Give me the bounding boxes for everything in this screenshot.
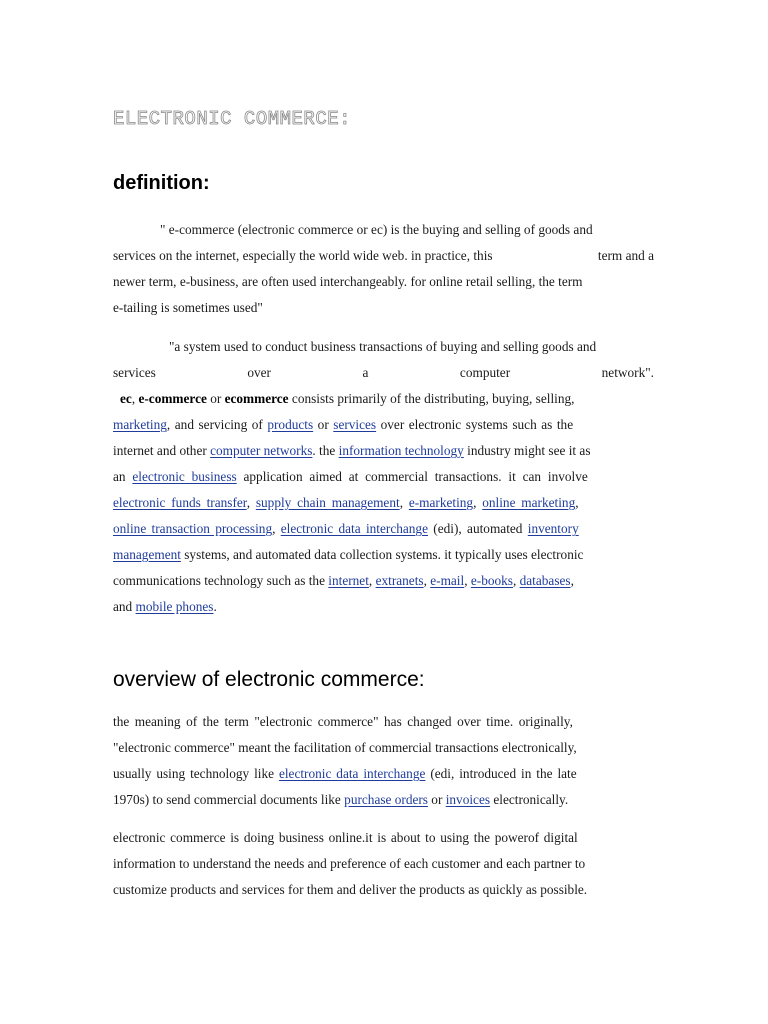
overview-paragraph-2: [113, 825, 654, 903]
link-invoices[interactable]: invoices: [445, 792, 491, 807]
text-segment: term and a: [597, 248, 654, 263]
text-word: network".: [601, 365, 654, 380]
link-inventory[interactable]: inventory: [527, 521, 579, 536]
text-segment: or: [313, 417, 334, 432]
text-line: [113, 761, 654, 787]
text-segment: (edi), automated: [427, 521, 528, 536]
text-line: customize products and services for them and deliver the products as quickly as possible.: [113, 882, 588, 897]
text-segment: , and servicing of: [166, 417, 268, 432]
text-segment: an: [113, 469, 133, 484]
text-segment: consists primarily of the distributing, buying, selling,: [288, 391, 575, 406]
link-purchase-orders[interactable]: purchase orders: [344, 792, 428, 807]
text-segment: electronically.: [490, 792, 569, 807]
text-segment: ,: [131, 391, 136, 406]
text-word: a: [362, 365, 369, 380]
text-segment: ,: [368, 573, 376, 588]
text-line: [113, 360, 654, 386]
link-marketing[interactable]: marketing: [113, 417, 167, 432]
link-electronic-business[interactable]: electronic business: [132, 469, 237, 484]
text-segment: communications technology such as the: [113, 573, 329, 588]
text-line: information to understand the needs and preference of each customer and each partner to: [113, 856, 586, 871]
text-segment: over electronic systems such as the: [376, 417, 574, 432]
link-online-transaction-processing[interactable]: online transaction processing: [113, 521, 273, 536]
text-segment: . the: [312, 443, 339, 458]
text-segment: 1970s) to send commercial documents like: [113, 792, 345, 807]
text-segment: .: [213, 599, 217, 614]
text-segment: or: [206, 391, 225, 406]
link-databases[interactable]: databases: [519, 573, 571, 588]
text-segment: application aimed at commercial transactions. it can involve: [236, 469, 588, 484]
text-segment: and: [113, 599, 136, 614]
link-electronic-data-interchange[interactable]: electronic data interchange: [280, 521, 428, 536]
term-ec: ec: [120, 391, 132, 406]
text-line: [113, 490, 654, 516]
link-extranets[interactable]: extranets: [375, 573, 424, 588]
text-line: [113, 542, 654, 568]
text-line: the meaning of the term "electronic commerce" has changed over time. originally,: [113, 714, 573, 729]
text-segment: ,: [399, 495, 409, 510]
link-computer-networks[interactable]: computer networks: [210, 443, 313, 458]
link-supply-chain-management[interactable]: supply chain management: [255, 495, 400, 510]
text-line: [113, 386, 654, 412]
link-e-marketing[interactable]: e-marketing: [408, 495, 474, 510]
text-segment: [113, 243, 493, 269]
text-line: "a system used to conduct business transactions of buying and selling goods and: [169, 339, 597, 354]
text-line: [113, 412, 654, 438]
text-line: [113, 594, 654, 620]
text-segment: ,: [464, 573, 471, 588]
text-line: " e-commerce (electronic commerce or ec) is the buying and selling of goods and: [160, 222, 593, 237]
link-management[interactable]: management: [113, 547, 181, 562]
link-internet[interactable]: internet: [328, 573, 369, 588]
text-line: "electronic commerce" meant the facilitation of commercial transactions electronically,: [113, 740, 577, 755]
link-online-marketing[interactable]: online marketing: [482, 495, 576, 510]
text-segment: (edi, introduced in the late: [425, 766, 577, 781]
link-information-technology[interactable]: information technology: [338, 443, 464, 458]
ecommerce-paragraph: [113, 386, 654, 620]
text-segment: services on the internet, especially the world wide web. in practice, this: [113, 248, 493, 263]
text-segment: systems, and automated data collection systems. it typically uses electronic: [180, 547, 584, 562]
text-line: [113, 516, 654, 542]
link-services[interactable]: services: [333, 417, 377, 432]
text-segment: industry might see it as: [463, 443, 591, 458]
text-segment: ,: [272, 521, 281, 536]
overview-paragraph-1: [113, 709, 654, 813]
text-line: electronic commerce is doing business online.it is about to using the powerof digital: [113, 830, 578, 845]
text-line: [113, 243, 654, 269]
text-segment: ,: [512, 573, 520, 588]
text-segment: internet and other: [113, 443, 211, 458]
text-line: [113, 568, 654, 594]
text-line: newer term, e-business, are often used interchangeably. for online retail selling, the term: [113, 274, 583, 289]
document-title: ELECTRONIC COMMERCE:: [113, 108, 352, 130]
overview-heading: overview of electronic commerce:: [113, 668, 425, 691]
link-e-books[interactable]: e-books: [470, 573, 513, 588]
text-line: [113, 464, 654, 490]
text-segment: ,: [246, 495, 256, 510]
text-line: e-tailing is sometimes used": [113, 300, 263, 315]
text-segment: ,: [473, 495, 483, 510]
text-segment: usually using technology like: [113, 766, 279, 781]
text-word: computer: [459, 365, 511, 380]
link-electronic-data-interchange-2[interactable]: electronic data interchange: [278, 766, 426, 781]
text-segment: or: [427, 792, 446, 807]
text-segment: ,: [575, 495, 579, 510]
link-products[interactable]: products: [267, 417, 314, 432]
term-e-commerce: e-commerce: [138, 391, 207, 406]
text-segment: ,: [423, 573, 431, 588]
text-word: services: [113, 365, 156, 380]
link-mobile-phones[interactable]: mobile phones: [135, 599, 214, 614]
link-electronic-funds-transfer[interactable]: electronic funds transfer: [113, 495, 247, 510]
definition-heading: definition:: [113, 172, 210, 194]
link-e-mail[interactable]: e-mail: [430, 573, 465, 588]
definition-paragraph-1: [113, 217, 654, 321]
definition-paragraph-2: [113, 334, 654, 386]
text-line: [113, 438, 654, 464]
text-segment: ,: [570, 573, 574, 588]
term-ecommerce: ecommerce: [224, 391, 289, 406]
text-line: [113, 787, 654, 813]
text-word: over: [247, 365, 271, 380]
